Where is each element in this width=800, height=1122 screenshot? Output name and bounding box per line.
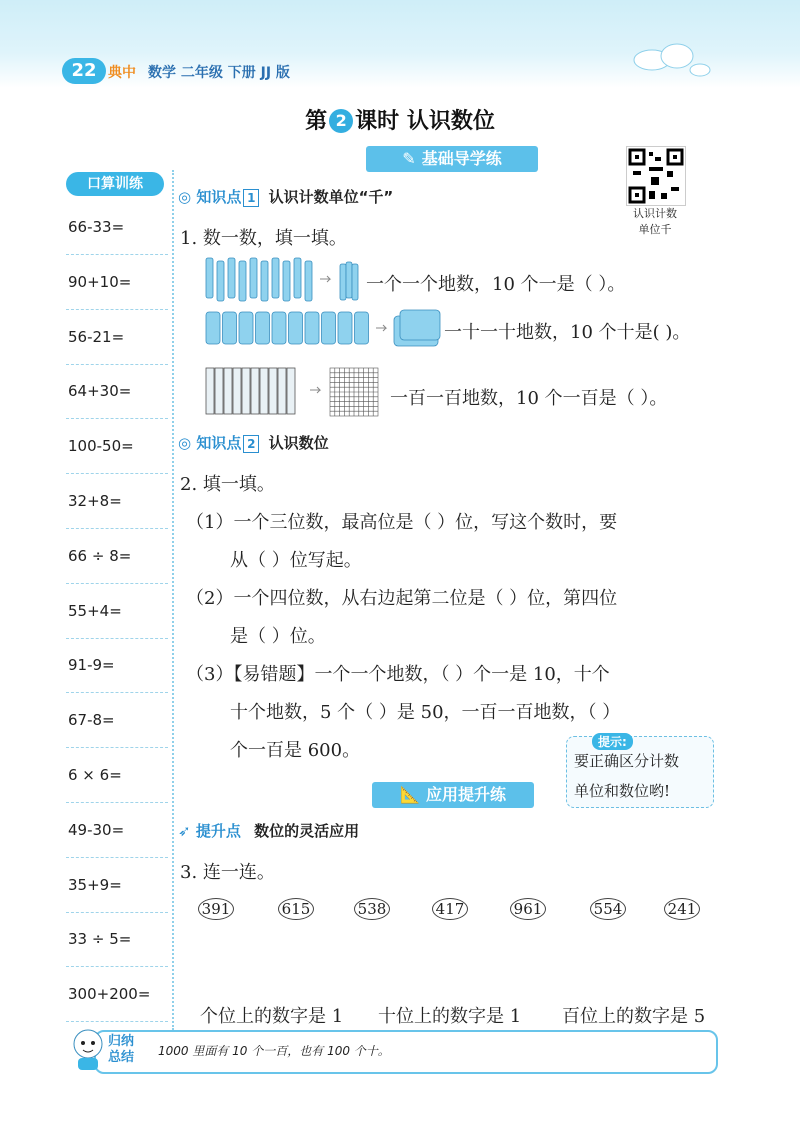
q1-row3: 一百一百地数，10 个一百是（ ）。 [390,388,668,409]
stick-bundle [239,312,253,344]
stick-bundle [256,312,270,344]
category-3[interactable]: 百位上的数字是 5 [562,1006,706,1027]
q2-p2b: 是（ ）位。 [230,626,326,647]
cloud-icon [622,30,712,80]
bundle-groups-illustration [204,302,444,354]
section-title-basic: 基础导学练 [421,149,502,168]
hundred-flat [233,368,241,414]
hundred-flat [287,368,295,414]
tip-line2: 单位和数位哟! [574,782,671,800]
mascot-icon [68,1026,108,1072]
q3-stem: 3. 连一连。 [180,862,275,883]
stick-bundle [322,312,336,344]
kp1-tag: 知识点 [196,188,242,206]
hundred-flat [242,368,250,414]
section-title-apply: 应用提升练 [425,785,506,804]
stick [206,258,213,298]
oral-item: 35+9= [66,858,168,913]
stick [283,261,290,301]
tip-title: 提示: [592,733,633,750]
series-logo: 典中 [108,65,136,81]
section-banner-basic [366,146,538,172]
q2-stem: 2. 填一填。 [180,474,275,495]
oral-item: 33 ÷ 5= [66,912,168,967]
oral-item: 300+200= [66,967,168,1022]
category-1[interactable]: 个位上的数字是 1 [200,1006,344,1027]
stick [261,261,268,301]
knowledge-point-2 [178,432,329,453]
number-oval[interactable]: 241 [664,898,700,920]
stick [305,261,312,301]
summary-label1: 归纳 [108,1034,135,1049]
kp3-text: 数位的灵活应用 [254,822,360,840]
stick [239,261,246,301]
stick [217,261,224,301]
stick-bundle [355,312,369,344]
stick [272,258,279,298]
section-banner-apply [372,782,534,808]
q1-row1: 一个一个地数，10 个一是（ ）。 [366,274,626,295]
ruler-icon: 📐 [400,785,420,804]
stick [250,258,257,298]
hundred-flat [206,368,214,414]
oral-item: 91-9= [66,638,168,693]
q2-p3a: （3）【易错题】一个一个地数，（ ）个一是 10，十个 [186,664,610,685]
oral-item: 67-8= [66,693,168,748]
target-icon: ◎ [178,188,192,206]
q2-p3c: 个一百是 600。 [230,740,361,761]
stick-bundle [338,312,352,344]
lesson-name: 课时 认识数位 [355,109,495,134]
oral-item: 49-30= [66,803,168,858]
hundred-flat [251,368,259,414]
number-oval[interactable]: 961 [510,898,546,920]
summary-label [108,1034,134,1066]
q2-p3b: 十个地数，5 个（ ）是 50，一百一百地数，（ ） [230,702,621,723]
oral-item: 6 × 6= [66,748,168,803]
oral-item: 55+4= [66,584,168,639]
oral-training-title: 口算训练 [66,172,164,196]
stick-bundle [289,312,303,344]
oral-item: 64+30= [66,364,168,419]
stick [294,258,301,298]
stick-bundle [305,312,319,344]
tip-text [574,746,710,806]
oral-item: 100-50= [66,419,168,474]
target-icon: ◎ [178,434,192,452]
category-2[interactable]: 十位上的数字是 1 [378,1006,522,1027]
kp2-tag: 知识点 [196,434,242,452]
lesson-prefix: 第 [305,109,328,134]
stick-bundle [206,312,220,344]
knowledge-point-1 [178,186,393,207]
qr-code-icon[interactable] [626,146,686,206]
q2-p1a: （1）一个三位数，最高位是（ ）位，写这个数时，要 [186,512,618,533]
lesson-title [0,104,800,135]
hundred-flat [278,368,286,414]
summary-label2: 总结 [108,1050,135,1065]
oral-item: 32+8= [66,474,168,529]
oral-item: 56-21= [66,310,168,365]
qr-label-line2: 单位千 [638,223,672,236]
hundred-flat [260,368,268,414]
hundred-blocks-illustration [204,362,394,420]
number-oval[interactable]: 615 [278,898,314,920]
hundred-flat [269,368,277,414]
pencil-icon: ✎ [402,149,416,168]
kp3-tag: 提升点 [195,822,241,840]
hundred-flat [224,368,232,414]
improvement-point [178,820,359,841]
stick-bundle [223,312,237,344]
oral-item: 66-33= [66,200,168,255]
number-oval[interactable]: 554 [590,898,626,920]
number-oval[interactable]: 538 [354,898,390,920]
kp1-num: 1 [243,189,259,207]
kp1-text: 认识计数单位“千” [268,188,394,206]
q2-p2a: （2）一个四位数，从右边起第二位是（ ）位，第四位 [186,588,618,609]
number-oval[interactable]: 417 [432,898,468,920]
column-divider [172,170,174,1030]
summary-text: 1000 里面有 10 个一百，也有 100 个十。 [158,1044,390,1058]
kp2-text: 认识数位 [268,434,329,452]
stick-bundles-illustration [204,256,364,302]
qr-label [622,206,688,238]
q2-p1b: 从（ ）位写起。 [230,550,362,571]
q1-stem: 1. 数一数，填一填。 [180,228,347,249]
stick [228,258,235,298]
lesson-number: 2 [329,109,353,133]
oral-item: 90+10= [66,255,168,310]
number-oval[interactable]: 391 [198,898,234,920]
hundred-flat [215,368,223,414]
rocket-icon: ➶ [178,822,191,840]
stick-bundle [272,312,286,344]
page-number: 22 [62,58,106,84]
kp2-num: 2 [243,435,259,453]
oral-item: 66 ÷ 8= [66,529,168,584]
book-info: 数学 二年级 下册 JJ 版 [148,65,290,81]
tip-line1: 要正确区分计数 [574,752,680,770]
q1-row2: 一十一十地数，10 个十是( )。 [444,322,691,343]
qr-label-line1: 认识计数 [633,207,677,220]
